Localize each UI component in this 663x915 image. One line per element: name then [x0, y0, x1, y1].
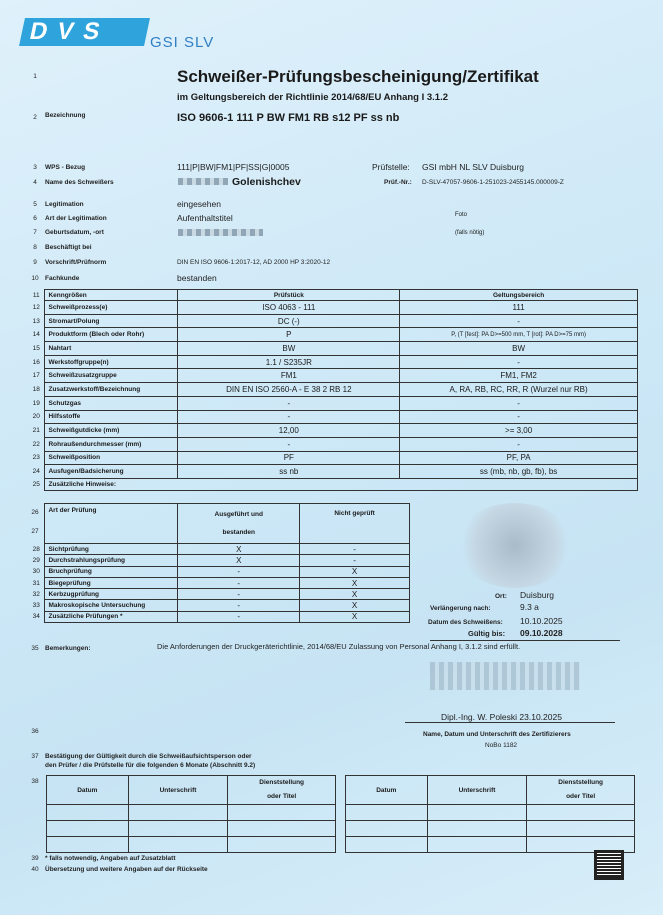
line-number: 21: [32, 427, 40, 435]
line-number: 20: [32, 413, 40, 421]
row-pruefstueck: ISO 4063 - 111: [178, 301, 400, 315]
test-name: Bruchprüfung: [45, 566, 178, 577]
signer-name: Dipl.-Ing. W. Poleski 23.10.2025: [441, 712, 562, 722]
line-number: 34: [32, 613, 40, 621]
line-number: 24: [32, 468, 40, 476]
label-bezeichnung: Bezeichnung: [45, 112, 86, 119]
wps-value: 111|P|BW|FM1|PF|SS|G|0005: [177, 162, 290, 172]
header-nicht-geprueft: Nicht geprüft: [300, 504, 410, 544]
test-name: Durchstrahlungsprüfung: [45, 555, 178, 566]
test-ausgefuehrt: -: [178, 566, 300, 577]
label-wps: WPS - Bezug: [45, 164, 86, 171]
test-ausgefuehrt: -: [178, 589, 300, 600]
confirm-line2: den Prüfer / die Prüfstelle für die folgenden 6 Monate (Abschnitt 9.2): [45, 762, 256, 769]
test-nicht-geprueft: -: [300, 555, 410, 566]
test-name: Zusätzliche Prüfungen *: [45, 611, 178, 622]
official-stamp: [455, 503, 575, 588]
line-number: 29: [32, 556, 40, 564]
col-datum: Datum: [47, 776, 129, 805]
test-row: [28, 577, 410, 588]
row-pruefstueck: BW: [178, 342, 400, 356]
gueltig-label: Gültig bis:: [468, 629, 506, 638]
table-row: [28, 383, 638, 397]
col-dienst-1: Dienststellung: [558, 779, 604, 786]
row-geltungsbereich: -: [400, 437, 638, 451]
legitimation-value: eingesehen: [177, 199, 221, 209]
table-row: [28, 342, 638, 356]
redacted-birthdate: [178, 229, 263, 236]
signature-line: [405, 722, 615, 723]
col-datum: Datum: [346, 776, 428, 805]
row-geltungsbereich: A, RA, RB, RC, RR, R (Wurzel nur RB): [400, 383, 638, 397]
row-geltungsbereich: >= 3,00: [400, 424, 638, 438]
row-geltungsbereich: -: [400, 396, 638, 410]
test-row: [28, 544, 410, 555]
row-kenngroesse: Zusatzwerkstoff/Bezeichnung: [45, 383, 178, 397]
datum-label: Datum des Schweißens:: [428, 619, 503, 626]
test-table: [28, 503, 410, 623]
row-pruefstueck: 12,00: [178, 424, 400, 438]
pruefstelle-value: GSI mbH NL SLV Duisburg: [422, 162, 525, 172]
gsi-slv-label: GSI SLV: [150, 34, 215, 51]
pruefnr-value: D-SLV-47057-9606-1-251023-2455145.000009-Z: [422, 179, 564, 186]
gueltig-value: 09.10.2028: [520, 628, 563, 638]
test-nicht-geprueft: X: [300, 611, 410, 622]
line-number: 37: [31, 753, 39, 760]
label-fachkunde: Fachkunde: [45, 275, 80, 282]
row-geltungsbereich: -: [400, 410, 638, 424]
test-nicht-geprueft: X: [300, 589, 410, 600]
fachkunde-value: bestanden: [177, 273, 217, 283]
row-pruefstueck: DIN EN ISO 2560-A - E 38 2 RB 12: [178, 383, 400, 397]
test-nicht-geprueft: -: [300, 544, 410, 555]
label-name: Name des Schweißers: [45, 179, 114, 186]
line-number: 4: [33, 179, 37, 186]
signature-caption: Name, Datum und Unterschrift des Zertifizierers: [423, 731, 571, 738]
document-title: Schweißer-Prüfungsbescheinigung/Zertifikat: [177, 67, 539, 86]
test-row: [28, 611, 410, 622]
row-kenngroesse: Ausfugen/Badsicherung: [45, 465, 178, 479]
line-number: 7: [33, 229, 37, 236]
line-number: 23: [32, 454, 40, 462]
table-header-row: [28, 290, 638, 301]
document-subtitle: im Geltungsbereich der Richtlinie 2014/68/EU Anhang I 3.1.2: [177, 92, 449, 103]
row-pruefstueck: -: [178, 410, 400, 424]
line-number: 25: [32, 480, 40, 488]
line-number: 10: [31, 275, 39, 282]
row-pruefstueck: PF: [178, 451, 400, 465]
test-row: [28, 600, 410, 611]
divider: [430, 640, 620, 641]
footer-note-1: * falls notwendig, Angaben auf Zusatzblatt: [45, 855, 176, 862]
ort-label: Ort:: [495, 593, 507, 600]
table-row: [28, 424, 638, 438]
header-ausgefuehrt-2: bestanden: [222, 528, 255, 536]
test-name: Makroskopische Untersuchung: [45, 600, 178, 611]
line-number: 33: [32, 602, 40, 610]
qr-code-icon: [594, 850, 624, 880]
row-geltungsbereich: PF, PA: [400, 451, 638, 465]
row-kenngroesse: Hilfsstoffe: [45, 410, 178, 424]
row-kenngroesse: Schweißprozess(e): [45, 301, 178, 315]
table-row: [28, 437, 638, 451]
row-kenngroesse: Werkstoffgruppe(n): [45, 355, 178, 369]
row-pruefstueck: P: [178, 328, 400, 342]
line-number: 35: [31, 645, 39, 652]
hinweise-label: Zusätzliche Hinweise:: [45, 478, 638, 490]
designation: ISO 9606-1 111 P BW FM1 RB s12 PF ss nb: [177, 112, 400, 124]
label-bemerkungen: Bemerkungen:: [45, 645, 91, 652]
line-number: 28: [32, 545, 40, 553]
line-number: 18: [32, 385, 40, 393]
row-kenngroesse: Produktform (Blech oder Rohr): [45, 328, 178, 342]
row-pruefstueck: FM1: [178, 369, 400, 383]
verl-label: Verlängerung nach:: [430, 605, 491, 612]
col-dienst: [527, 776, 635, 805]
col-dienst: [228, 776, 336, 805]
redacted-first-name: [178, 178, 228, 185]
test-ausgefuehrt: X: [178, 544, 300, 555]
test-name: Biegeprüfung: [45, 577, 178, 588]
row-kenngroesse: Schutzgas: [45, 396, 178, 410]
vorschrift-value: DIN EN ISO 9606-1:2017-12, AD 2000 HP 3:2020-12: [177, 259, 331, 266]
test-name: Sichtprüfung: [45, 544, 178, 555]
test-ausgefuehrt: -: [178, 611, 300, 622]
line-number: 27: [31, 528, 39, 535]
col-unterschrift: Unterschrift: [427, 776, 527, 805]
label-vorschrift: Vorschrift/Prüfnorm: [45, 259, 107, 266]
art-legitimation-value: Aufenthaltstitel: [177, 213, 233, 223]
line-number: 31: [32, 579, 40, 587]
header-art-pruefung: Art der Prüfung: [45, 504, 178, 544]
dvs-logo: [19, 18, 150, 46]
row-pruefstueck: DC (-): [178, 314, 400, 328]
header-kenngroessen: Kenngrößen: [45, 290, 178, 301]
row-kenngroesse: Schweißgutdicke (mm): [45, 424, 178, 438]
pruefnr-label: Prüf.-Nr.:: [384, 179, 412, 186]
label-beschaeftigt: Beschäftigt bei: [45, 244, 92, 251]
line-number: 22: [32, 440, 40, 448]
row-kenngroesse: Stromart/Polung: [45, 314, 178, 328]
line-number: 40: [31, 866, 39, 873]
footer-note-2: Übersetzung und weitere Angaben auf der Rückseite: [45, 866, 208, 873]
test-ausgefuehrt: -: [178, 577, 300, 588]
bemerkungen-text: Die Anforderungen der Druckgeräterichtlinie, 2014/68/EU Zulassung von Personal Anhang I, 3.1.2 sind erfüllt.: [157, 642, 521, 651]
line-number: 39: [31, 855, 39, 862]
line-number: 26: [31, 509, 39, 516]
row-pruefstueck: 1.1 / S235JR: [178, 355, 400, 369]
line-number: 3: [33, 164, 37, 171]
test-header-row: [28, 504, 410, 544]
line-number: 38: [31, 778, 39, 785]
logo-text: DVS: [27, 18, 113, 45]
row-geltungsbereich: 111: [400, 301, 638, 315]
line-number: 1: [33, 73, 37, 80]
table-row: [28, 451, 638, 465]
col-dienst-1: Dienststellung: [259, 779, 305, 786]
row-kenngroesse: Schweißposition: [45, 451, 178, 465]
label-geburtsdatum: Geburtsdatum, -ort: [45, 229, 104, 236]
row-geltungsbereich: BW: [400, 342, 638, 356]
test-nicht-geprueft: X: [300, 577, 410, 588]
row-pruefstueck: ss nb: [178, 465, 400, 479]
test-ausgefuehrt: -: [178, 600, 300, 611]
nobo-number: NoBo 1182: [485, 742, 518, 749]
test-nicht-geprueft: X: [300, 566, 410, 577]
test-name: Kerbzugprüfung: [45, 589, 178, 600]
pruefstelle-label: Prüfstelle:: [372, 162, 410, 172]
test-row: [28, 555, 410, 566]
datum-value: 10.10.2025: [520, 616, 563, 626]
table-row: [28, 355, 638, 369]
line-number: 9: [33, 259, 37, 266]
line-number: 6: [33, 215, 37, 222]
line-number: 13: [32, 317, 40, 325]
table-row: [28, 328, 638, 342]
line-number: 36: [31, 728, 39, 735]
header-ausgefuehrt: [178, 504, 300, 544]
confirm-table-left: [46, 775, 336, 853]
table-row-hinweise: [28, 478, 638, 490]
row-geltungsbereich: FM1, FM2: [400, 369, 638, 383]
line-number: 16: [32, 358, 40, 366]
ort-value: Duisburg: [520, 590, 555, 600]
table-row: [28, 314, 638, 328]
label-legitimation: Legitimation: [45, 201, 84, 208]
row-kenngroesse: Nahtart: [45, 342, 178, 356]
row-geltungsbereich: P, (T [fest]: PA D>=500 mm, T [rot]: PA D>=75 mm): [400, 328, 638, 342]
row-geltungsbereich: ss (mb, nb, gb, fb), bs: [400, 465, 638, 479]
parameter-table: [28, 289, 638, 491]
header-pruefstueck: Prüfstück: [178, 290, 400, 301]
test-ausgefuehrt: X: [178, 555, 300, 566]
header-ausgefuehrt-1: Ausgeführt und: [214, 510, 263, 518]
test-nicht-geprueft: X: [300, 600, 410, 611]
signature: [430, 662, 580, 690]
label-art-legitimation: Art der Legitimation: [45, 215, 107, 222]
col-unterschrift: Unterschrift: [128, 776, 228, 805]
col-dienst-2: oder Titel: [267, 793, 297, 800]
verl-value: 9.3 a: [520, 602, 539, 612]
header-geltungsbereich: Geltungsbereich: [400, 290, 638, 301]
row-pruefstueck: -: [178, 396, 400, 410]
line-number: 32: [32, 590, 40, 598]
table-row: [28, 465, 638, 479]
line-number: 5: [33, 201, 37, 208]
line-number: 15: [32, 344, 40, 352]
row-kenngroesse: Schweißzusatzgruppe: [45, 369, 178, 383]
welder-name: Golenishchev: [232, 176, 301, 188]
row-geltungsbereich: -: [400, 355, 638, 369]
row-geltungsbereich: -: [400, 314, 638, 328]
test-row: [28, 589, 410, 600]
photo-placeholder: Foto: [455, 212, 468, 218]
photo-note: (falls nötig): [455, 230, 485, 236]
row-kenngroesse: Rohraußendurchmesser (mm): [45, 437, 178, 451]
line-number: 14: [32, 331, 40, 339]
line-number: 30: [32, 568, 40, 576]
line-number: 19: [32, 399, 40, 407]
confirm-table-right: [345, 775, 635, 853]
table-row: [28, 369, 638, 383]
row-pruefstueck: -: [178, 437, 400, 451]
line-number: 11: [32, 291, 40, 299]
line-number: 12: [32, 303, 40, 311]
line-number: 2: [33, 114, 37, 121]
table-row: [28, 301, 638, 315]
col-dienst-2: oder Titel: [566, 793, 596, 800]
test-row: [28, 566, 410, 577]
line-number: 17: [32, 372, 40, 380]
table-row: [28, 410, 638, 424]
confirm-line1: Bestätigung der Gültigkeit durch die Schweißaufsichtsperson oder: [45, 753, 252, 760]
table-row: [28, 396, 638, 410]
line-number: 8: [33, 244, 37, 251]
